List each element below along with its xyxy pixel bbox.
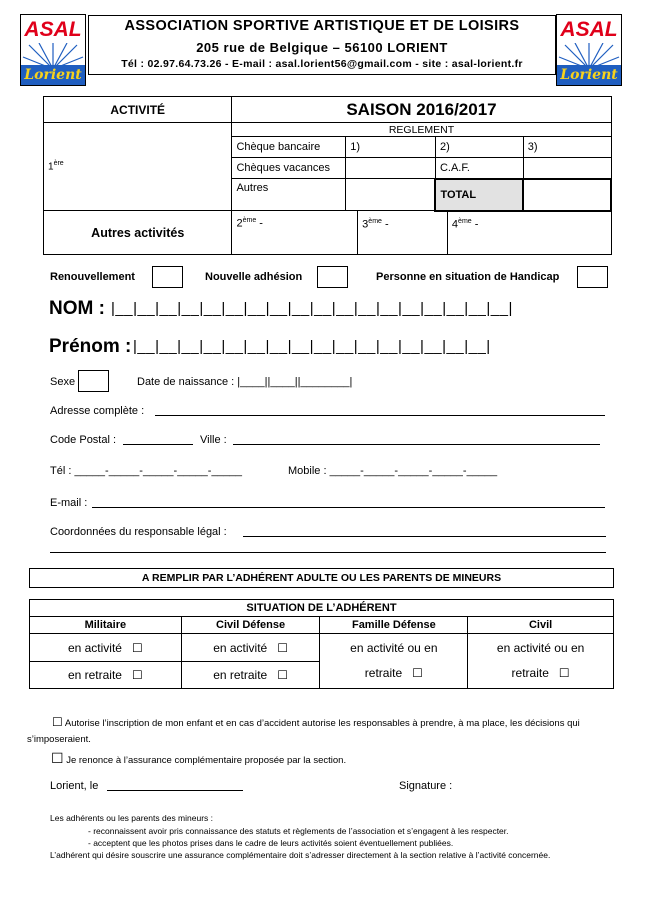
logo-subtext: Lorient: [557, 65, 621, 85]
militaire-header: Militaire: [30, 617, 182, 634]
a2-dash: -: [256, 217, 263, 230]
naissance-field[interactable]: Date de naissance : |____||____||________|: [137, 376, 353, 388]
civil-defense-header: Civil Défense: [181, 617, 320, 634]
notes-item-2: - acceptent que les photos prises dans le cadre de leurs activités soient éventuellement publiées.: [88, 838, 454, 848]
lorient-le-label: Lorient, le: [50, 780, 99, 792]
renonce-text: Je renonce à l’assurance complémentaire proposée par la section.: [66, 755, 347, 766]
caf-field[interactable]: [523, 158, 611, 179]
civil-defense-activite-option[interactable]: [181, 634, 320, 662]
cheque-1-field[interactable]: 1): [346, 137, 436, 158]
a3-label: 3: [362, 218, 369, 231]
autorise-text-line2: s’imposeraient.: [27, 734, 91, 745]
logo-subtext: Lorient: [21, 65, 85, 85]
a2-label: 2: [236, 217, 243, 230]
checkbox-icon[interactable]: ☐: [51, 750, 64, 766]
militaire-activite-option[interactable]: [30, 634, 182, 662]
autorise-text: Autorise l’inscription de mon enfant et en cas d’accident autorise les responsables à prendre, à ma place, les décisions qui: [64, 718, 580, 729]
option-label: retraite: [511, 666, 549, 680]
renouvellement-label: Renouvellement: [50, 271, 135, 283]
a3-dash: -: [381, 218, 389, 231]
first-activity-cell[interactable]: [44, 123, 232, 211]
notes-intro: Les adhérents ou les parents des mineurs :: [50, 813, 214, 823]
option-label: en activité: [213, 640, 268, 655]
renonce-consent[interactable]: [51, 750, 346, 767]
email-input[interactable]: [92, 507, 605, 508]
responsable-input[interactable]: [243, 536, 606, 537]
header-box: [88, 15, 556, 75]
association-title: ASSOCIATION SPORTIVE ARTISTIQUE ET DE LOISIRS: [124, 18, 520, 34]
checkbox-icon[interactable]: ☐: [132, 668, 143, 682]
a4-label: 4: [451, 218, 459, 231]
date-input[interactable]: [107, 790, 243, 791]
cheques-vacances-label: Chèques vacances: [232, 158, 346, 179]
option-label: en retraite: [67, 668, 122, 682]
a2-sup: ème: [242, 217, 257, 224]
saison-title: SAISON 2016/2017: [232, 97, 611, 123]
renouvellement-checkbox[interactable]: [152, 266, 183, 288]
cheque-3-field[interactable]: 3): [523, 137, 611, 158]
militaire-retraite-option[interactable]: [30, 662, 182, 689]
nom-input[interactable]: |__|__|__|__|__|__|__|__|__|__|__|__|__|__|__|__|__|__|: [111, 300, 513, 317]
caf-label: C.A.F.: [435, 158, 523, 179]
situation-title: SITUATION DE L’ADHÉRENT: [30, 600, 614, 617]
checkbox-icon[interactable]: ☐: [132, 640, 143, 655]
checkbox-icon[interactable]: ☐: [277, 668, 288, 682]
handicap-checkbox[interactable]: [577, 266, 608, 288]
checkbox-icon[interactable]: ☐: [412, 666, 423, 680]
total-field[interactable]: [523, 179, 611, 211]
activity-3-field[interactable]: [358, 211, 448, 255]
prenom-label: Prénom :: [49, 336, 132, 357]
adresse-label: Adresse complète :: [50, 405, 145, 417]
nouvelle-adhesion-checkbox[interactable]: [317, 266, 348, 288]
adresse-input[interactable]: [155, 415, 605, 416]
logo-text: ASAL: [560, 18, 618, 41]
first-label: 1: [48, 161, 54, 173]
reglement-header: REGLEMENT: [232, 123, 611, 137]
option-label: en activité ou en: [496, 641, 585, 655]
ville-input[interactable]: [233, 444, 600, 445]
situation-table: [29, 599, 614, 689]
cheques-vacances-field[interactable]: [346, 158, 436, 179]
sexe-label: Sexe: [50, 376, 76, 388]
signature-label: Signature :: [399, 780, 453, 792]
sexe-field[interactable]: [78, 370, 109, 392]
checkbox-icon[interactable]: ☐: [558, 666, 570, 680]
option-label: en activité ou en: [350, 641, 438, 655]
association-address: 205 rue de Belgique – 56100 LORIENT: [196, 40, 448, 55]
activity-2-field[interactable]: [232, 211, 358, 255]
a4-sup: ème: [458, 217, 472, 225]
mobile-field[interactable]: Mobile : _____-_____-_____-_____-_____: [288, 465, 498, 477]
famille-defense-option[interactable]: [320, 634, 468, 689]
association-contact: Tél : 02.97.64.73.26 - E-mail : asal.lorient56@gmail.com - site : asal-lorient.fr: [121, 58, 523, 70]
ville-label: Ville :: [200, 434, 227, 446]
checkbox-icon[interactable]: ☐: [277, 640, 288, 655]
civil-option[interactable]: [468, 634, 614, 689]
a4-dash: -: [471, 218, 479, 231]
autres-label: Autres: [232, 179, 346, 211]
checkbox-icon[interactable]: ☐: [52, 715, 63, 729]
responsable-input-line2[interactable]: [50, 552, 606, 553]
code-postal-input[interactable]: [123, 444, 193, 445]
email-label: E-mail :: [50, 497, 88, 509]
handicap-label: Personne en situation de Handicap: [376, 271, 560, 283]
notes-final: L’adhérent qui désire souscrire une assurance complémentaire doit s’adresser directement à la section relative à l’activité concernée.: [50, 850, 551, 860]
cheque-bancaire-label: Chèque bancaire: [232, 137, 346, 158]
famille-defense-header: Famille Défense: [320, 617, 468, 634]
cheque-2-field[interactable]: 2): [435, 137, 523, 158]
nom-label: NOM :: [49, 298, 105, 319]
logo-text: ASAL: [24, 18, 82, 41]
tel-field[interactable]: Tél : _____-_____-_____-_____-_____: [50, 465, 243, 477]
activity-4-field[interactable]: [447, 211, 611, 255]
notes-item-1: - reconnaissent avoir pris connaissance des statuts et règlements de l’association et s’engagent à les respecter.: [88, 826, 509, 836]
a3-sup: ème: [368, 217, 382, 225]
nouvelle-adhesion-label: Nouvelle adhésion: [205, 271, 303, 283]
civil-defense-retraite-option[interactable]: [181, 662, 320, 689]
autorise-consent[interactable]: [52, 715, 580, 729]
option-label: en retraite: [213, 668, 268, 682]
option-label: retraite: [364, 666, 403, 680]
activite-header: ACTIVITÉ: [44, 97, 232, 123]
asal-logo-right: [556, 14, 622, 86]
autres-activites-label: Autres activités: [44, 211, 232, 255]
activity-table: [43, 96, 612, 255]
responsable-label: Coordonnées du responsable légal :: [50, 526, 227, 538]
autres-field[interactable]: [346, 179, 436, 211]
asal-logo-left: [20, 14, 86, 86]
remplir-banner: A REMPLIR PAR L’ADHÉRENT ADULTE OU LES PARENTS DE MINEURS: [29, 568, 614, 588]
code-postal-label: Code Postal :: [50, 434, 117, 446]
total-label: TOTAL: [435, 179, 523, 211]
option-label: en activité: [67, 640, 122, 655]
civil-header: Civil: [468, 617, 614, 634]
prenom-input[interactable]: |__|__|__|__|__|__|__|__|__|__|__|__|__|__|__|__|: [133, 338, 491, 355]
first-sup: ère: [53, 160, 64, 168]
